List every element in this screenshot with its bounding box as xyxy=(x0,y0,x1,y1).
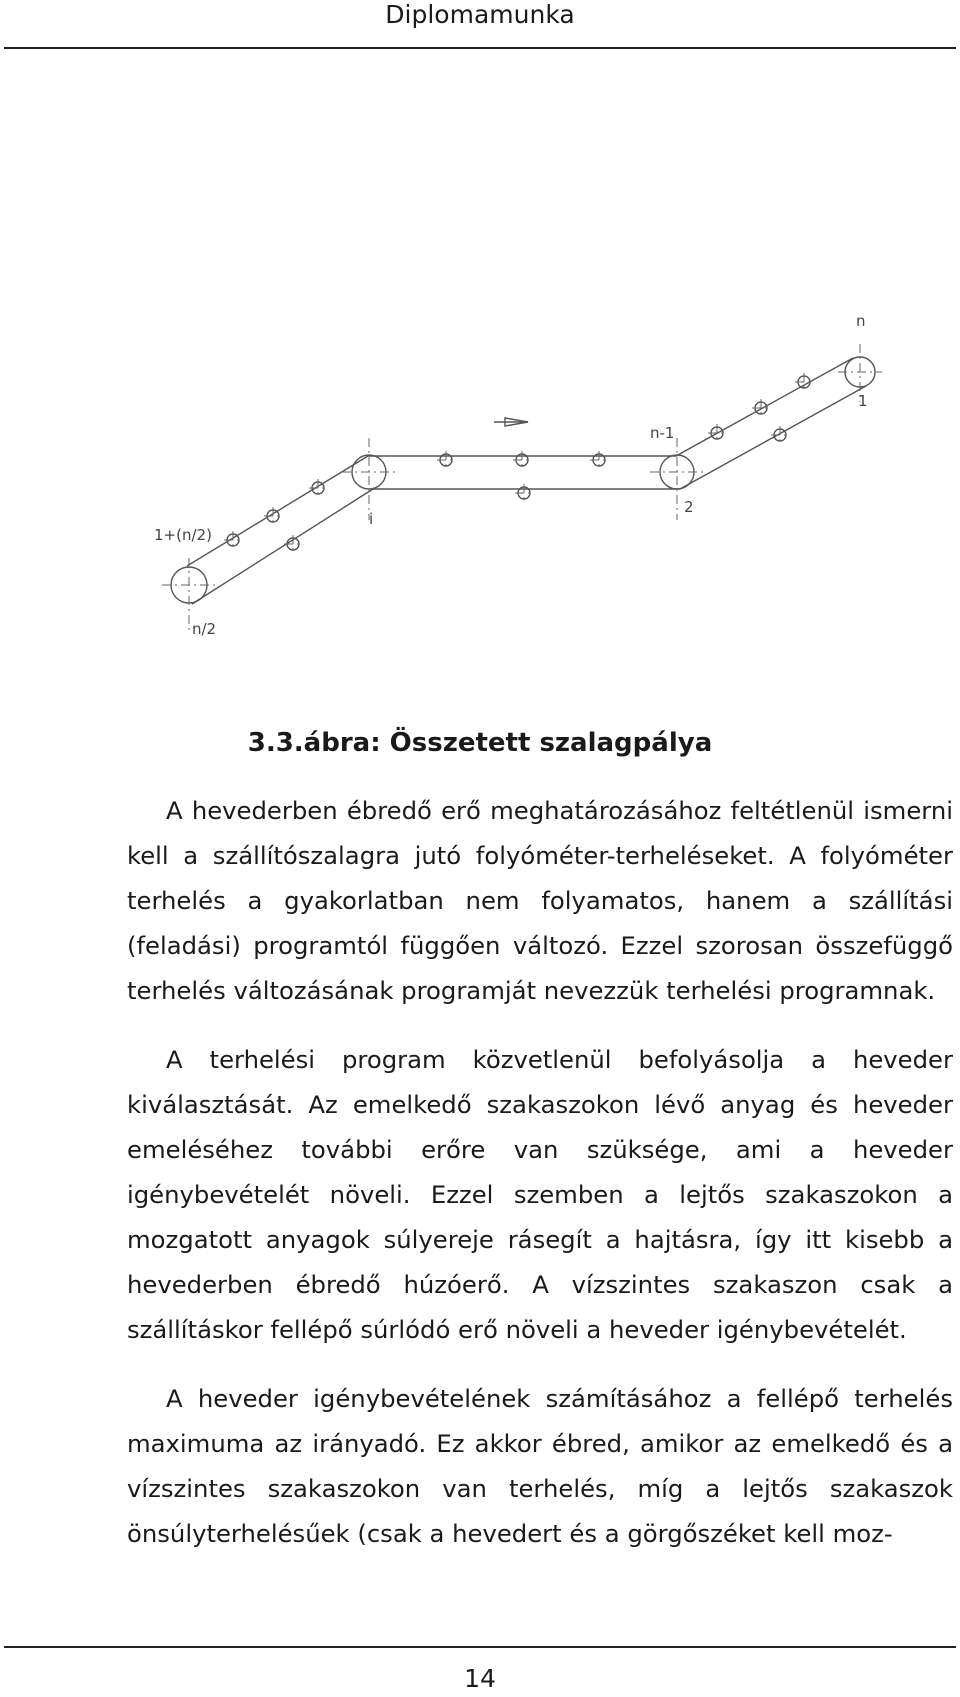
label-i: i xyxy=(369,510,374,528)
direction-arrow-icon xyxy=(494,418,528,426)
label-2: 2 xyxy=(684,498,694,516)
footer-divider xyxy=(4,1646,956,1648)
page-number: 14 xyxy=(464,1664,496,1693)
paragraph: A terhelési program közvetlenül befolyásolja a heveder kiválasztását. Az emelkedő szakaszokon lévő anyag és heveder emeléséhez további erőre van szüksége, ami a heveder igénybevételét növeli. Ezzel szemben a lejtős szakaszokon a mozgatott anyagok súlyereje rásegít a hajtásra, így itt kisebb a hevederben ébredő húzóerő. A vízszintes szakaszon csak a szállításkor fellépő súrlódó erő növeli a heveder igénybevételét. xyxy=(127,1045,953,1344)
running-header: Diplomamunka xyxy=(385,0,575,29)
label-n-over-2: n/2 xyxy=(192,620,217,638)
header-divider xyxy=(4,47,956,49)
label-1-plus-n-over-2: 1+(n/2) xyxy=(154,526,212,544)
belt-outline xyxy=(187,358,866,604)
body-text xyxy=(127,788,953,1580)
label-n: n xyxy=(856,312,866,330)
figure-caption: 3.3.ábra: Összetett szalagpálya xyxy=(247,728,713,758)
label-n-minus-1: n-1 xyxy=(650,424,675,442)
conveyor-path-figure xyxy=(150,312,960,680)
label-1: 1 xyxy=(858,392,868,410)
conveyor-diagram xyxy=(150,312,960,680)
paragraph: A heveder igénybevételének számításához a fellépő terhelés maximuma az irányadó. Ez akkor ébred, amikor az emelkedő és a vízszintes szakaszokon van terhelés, míg a lejtős szakaszok önsúlyterhelésűek (csak a hevedert és a görgőszéket kell moz- xyxy=(127,1384,953,1548)
paragraph: A hevederben ébredő erő meghatározásához feltétlenül ismerni kell a szállítószalagra jutó folyóméter-terheléseket. A folyóméter terhelés a gyakorlatban nem folyamatos, hanem a szállítási (feladási) programtól függően változó. Ezzel szorosan összefüggő terhelés változásának programját nevezzük terhelési programnak. xyxy=(127,796,953,1005)
